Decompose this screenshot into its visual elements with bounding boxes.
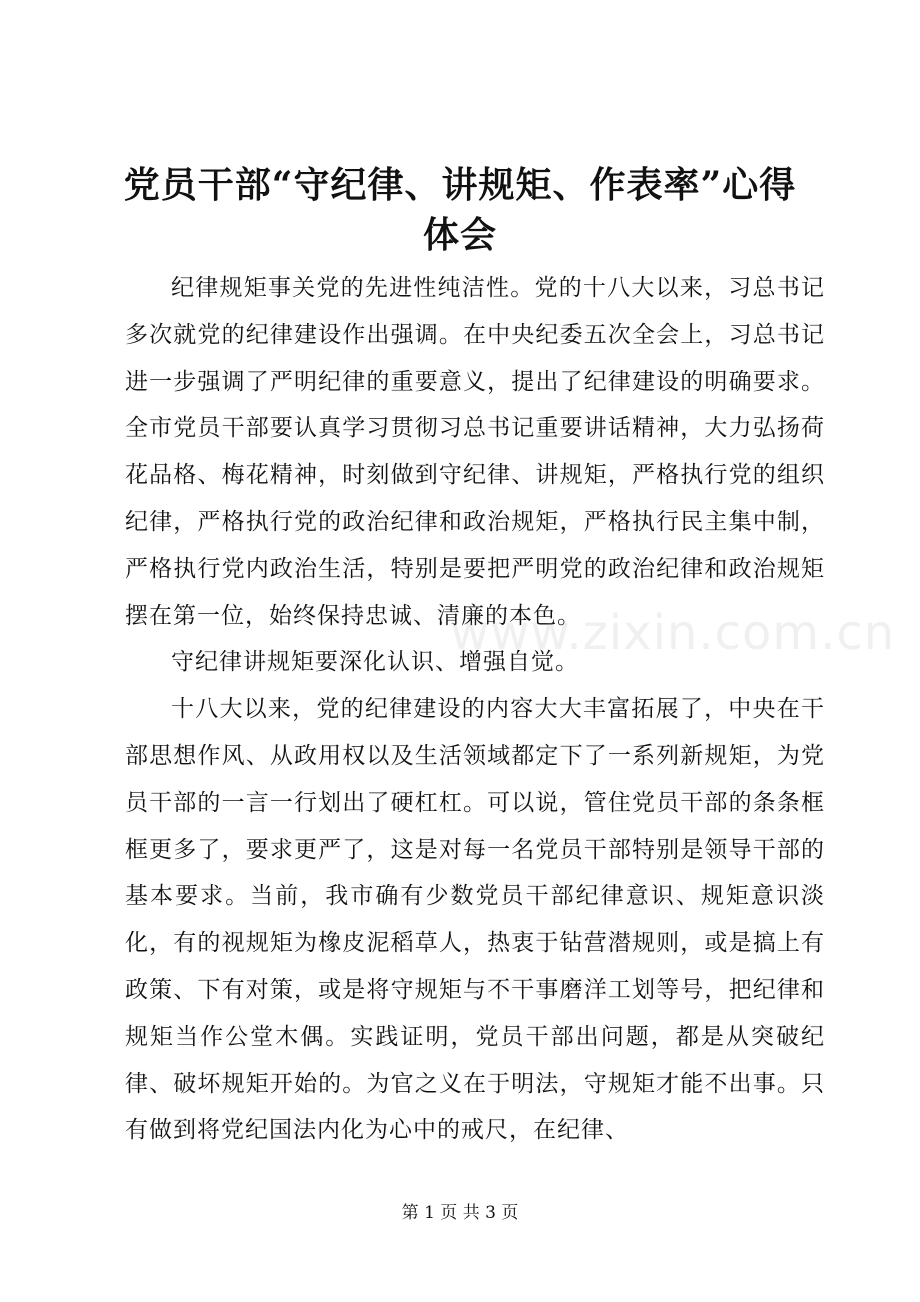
page-footer: 第 1 页 共 3 页 [401, 1203, 519, 1223]
document-title: 党员干部“守纪律、讲规矩、作表率”心得体会 [123, 164, 797, 256]
paragraph-2: 守纪律讲规矩要深化认识、增强自觉。 [171, 649, 579, 676]
document-body [125, 265, 825, 1154]
paragraph-3: 十八大以来，党的纪律建设的内容大大丰富拓展了，中央在干部思想作风、从政用权以及生活领域都定下了一系列新规矩，为党员干部的一言一行划出了硬杠杠。可以说，管住党员干部的条条框框更多了，要求更严了，这是对每一名党员干部特别是领导干部的基本要求。当前，我市确有少数党员干部纪律意识、规矩意识淡化，有的视规矩为橡皮泥稻草人，热衷于钻营潜规则，或是搞上有政策、下有对策，或是将守规矩与不干事磨洋工划等号，把纪律和规矩当作公堂木偶。实践证明，党员干部出问题，都是从突破纪律、破坏规矩开始的。为官之义在于明法，守规矩才能不出事。只有做到将党纪国法内化为心中的戒尺，在纪律、 [125, 696, 825, 1144]
watermark: www.zixin.com.cn [450, 605, 896, 661]
paragraph-1: 纪律规矩事关党的先进性纯洁性。党的十八大以来，习总书记多次就党的纪律建设作出强调。在中央纪委五次全会上，习总书记进一步强调了严明纪律的重要意义，提出了纪律建设的明确要求。全市党员干部要认真学习贯彻习总书记重要讲话精神，大力弘扬荷花品格、梅花精神，时刻做到守纪律、讲规矩，严格执行党的组织纪律，严格执行党的政治纪律和政治规矩，严格执行民主集中制，严格执行党内政治生活，特别是要把严明党的政治纪律和政治规矩摆在第一位，始终保持忠诚、清廉的本色。 [125, 275, 825, 629]
